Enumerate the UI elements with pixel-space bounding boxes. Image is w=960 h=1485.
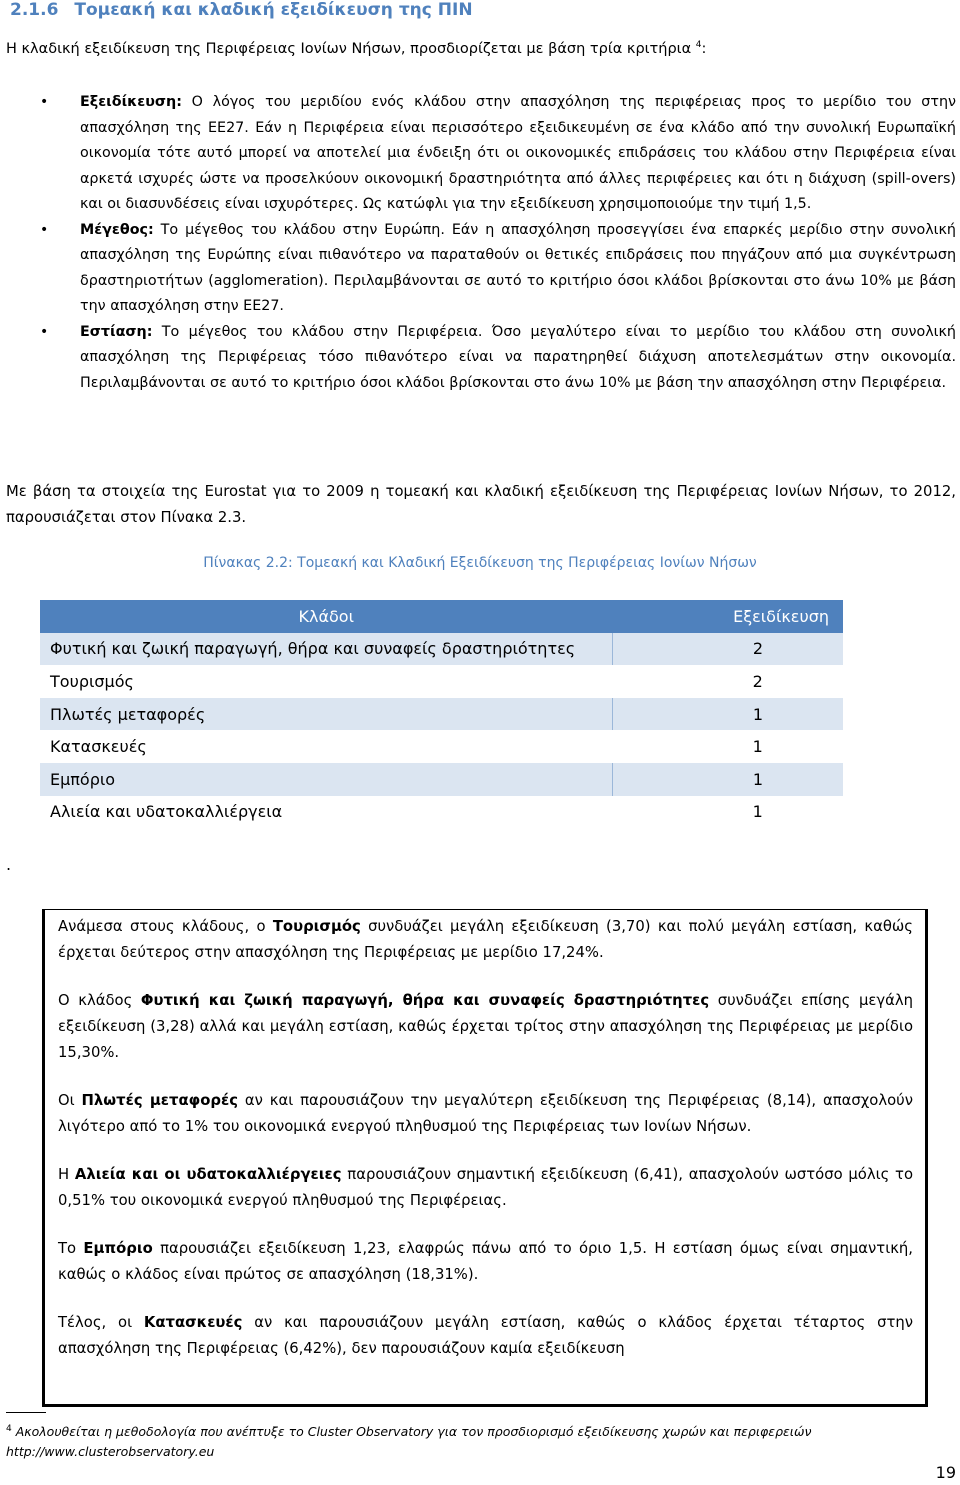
section-heading [10,0,473,20]
commentary-paragraph [58,1162,913,1214]
specialization-cell: 1 [752,802,763,822]
highlight-term: Φυτική και ζωική παραγωγή, θήρα και συναφείς δραστηριότητες [140,992,710,1009]
table-row [40,763,843,796]
body-paragraph: Με βάση τα στοιχεία της Eurostat για το 2009 η τομεακή και κλαδική εξειδίκευση της Περιφέρειας Ιονίων Νήσων, το 2012, παρουσιάζεται στον Πίνακα 2.3. [6,483,956,526]
criterion-text: Ο λόγος του μεριδίου ενός κλάδου στην απασχόληση της περιφέρειας προς το μερίδιο του στην απασχόληση της ΕΕ27. Εάν η Περιφέρεια είναι περισσότερο εξειδικευμένη σε ένα κλάδο από την συνολική Ευρωπαϊκή οικονομία τότε αυτό μπορεί να αποτελεί μια ένδειξη ότι οι οικονομικές επιδράσεις του κλάδου στην Περιφέρεια είναι αρκετά ισχυρές ώστε να προσελκύουν οικονομική δραστηριότητα από άλλες περιφέρειες και ότι η διάχυση (spill-overs) και οι διασυνδέσεις είναι ισχυρότερες. Ως κατώφλι για την εξειδίκευση χρησιμοποιούμε την τιμή 1,5. [80,94,956,212]
table-header-row [40,600,843,633]
page-number: 19 [935,1463,956,1482]
footnote [6,1419,956,1462]
bullet-icon: • [40,221,49,238]
intro-text: Η κλαδική εξειδίκευση της Περιφέρειας Ιονίων Νήσων, προσδιορίζεται με βάση τρία κριτήρια [6,40,692,57]
text-run: αν και παρουσιάζουν μεγάλη εστίαση, καθώς ο κλάδος έρχεται τέταρτος στην απασχόληση της Περιφέρειας (6,42%), δεν παρουσιάζουν καμία εξειδίκευση [58,1314,913,1357]
text-run: παρουσιάζει εξειδίκευση 1,23, ελαφρώς πάνω από το όριο 1,5. Η εστίαση όμως είναι σημαντική, καθώς ο κλάδος είναι πρώτος σε απασχόληση (18,31%). [58,1240,913,1283]
text-run: αν και παρουσιάζουν την μεγαλύτερη εξειδίκευση της Περιφέρειας (8,14), απασχολούν λιγότερο από το 1% του οικονομικά ενεργού πληθυσμού της Περιφέρειας των Ιονίων Νήσων. [58,1092,913,1135]
footnote-reference[interactable]: 4 [695,40,702,50]
highlight-term: Πλωτές μεταφορές [81,1092,238,1109]
text-run: Το [58,1240,84,1257]
column-header-specialization: Εξειδίκευση [613,600,844,633]
text-run: Τέλος, οι [58,1314,144,1331]
criterion-label: Μέγεθος: [80,221,154,238]
highlight-term: Τουρισμός [272,918,361,935]
commentary-paragraph [58,1088,913,1140]
stray-period: . [6,855,12,874]
specialization-cell: 1 [752,704,764,724]
table-row [40,633,843,666]
text-run: παρουσιάζουν σημαντική εξειδίκευση (6,41), απασχολούν ωστόσο μόλις το 0,51% του οικονομικά ενεργού πληθυσμού της Περιφέρειας. [58,1166,914,1209]
table-row [40,698,843,731]
criteria-list [40,90,956,396]
specialization-cell: 1 [752,769,764,789]
footnote-separator [6,1412,46,1413]
section-title: Τομεακή και κλαδική εξειδίκευση της ΠΙΝ [74,0,473,20]
criterion-label: Εστίαση: [80,323,153,340]
text-run: συνδυάζει μεγάλη εξειδίκευση (3,70) και πολύ μεγάλη εστίαση, καθώς έρχεται δεύτερος στην απασχόληση της Περιφέρειας με μερίδιο 17,24%. [58,918,913,961]
commentary-paragraph [58,988,913,1066]
table-row [40,796,843,829]
branch-cell: Φυτική και ζωική παραγωγή, θήρα και συναφείς δραστηριότητες [40,633,613,666]
branch-cell: Τουρισμός [50,671,134,691]
column-header-branches: Κλάδοι [40,600,613,633]
list-item [40,320,956,397]
bullet-icon: • [40,94,49,110]
intro-suffix: : [701,40,707,57]
branch-cell: Εμπόριο [40,763,613,796]
branch-cell: Πλωτές μεταφορές [40,698,613,731]
specialization-table [40,600,843,828]
text-run: Οι [58,1092,82,1109]
table-row [40,730,843,763]
text-run: Ο κλάδος [58,992,141,1009]
footnote-text: Ακολουθείται η μεθοδολογία που ανέπτυξε το Cluster Observatory για τον προσδιορισμό εξειδίκευσης χωρών και περιφερειών http://www.clusterobservatory.eu [6,1424,812,1460]
table-row [40,665,843,698]
commentary-paragraph [58,1236,913,1288]
criterion-text: Το μέγεθος του κλάδου στην Ευρώπη. Εάν η απασχόληση προσεγγίσει ένα επαρκές μερίδιο στην συνολική απασχόληση της Ευρώπης είναι πιθανότερο να παραταθούν οι θετικές επιδράσεις που πηγάζουν από μια συγκέντρωση δραστηριοτήτων (agglomeration). Περιλαμβάνονται σε αυτό το κριτήριο όσοι κλάδοι βρίσκονται στο άνω 10% με βάση την απασχόληση στην ΕΕ27. [80,221,956,314]
highlight-term: Εμπόριο [83,1240,153,1257]
table-caption: Πίνακας 2.2: Τομεακή και Κλαδική Εξειδίκευση της Περιφέρειας Ιονίων Νήσων [203,555,757,571]
text-run: Η [58,1166,75,1183]
list-item [40,90,956,218]
specialization-cell: 2 [752,671,763,691]
commentary-box [42,909,928,1407]
branch-cell: Αλιεία και υδατοκαλλιέργεια [50,802,283,822]
specialization-cell: 1 [752,737,763,757]
section-number: 2.1.6 [10,0,59,20]
criterion-label: Εξειδίκευση: [80,94,182,110]
footnote-marker: 4 [6,1424,12,1434]
list-item [40,218,956,320]
highlight-term: Αλιεία και οι υδατοκαλλιέργειες [74,1166,342,1183]
branch-cell: Κατασκευές [50,737,147,757]
bullet-icon: • [40,323,49,340]
commentary-paragraph [58,914,913,966]
intro-paragraph [6,40,706,57]
commentary-paragraph [58,1310,913,1362]
highlight-term: Κατασκευές [143,1314,243,1331]
text-run: συνδυάζει επίσης μεγάλη εξειδίκευση (3,28) αλλά και μεγάλη εστίαση, καθώς έρχεται τρίτος στην απασχόληση της Περιφέρειας με μερίδιο 15,30%. [58,992,913,1061]
criterion-text: Το μέγεθος του κλάδου στην Περιφέρεια. Όσο μεγαλύτερο είναι το μερίδιο του κλάδου στη συνολική απασχόληση της Περιφέρειας τόσο πιθανότερο είναι να παρατηρηθεί διάχυση αποτελεσμάτων στην οικονομία. Περιλαμβάνονται σε αυτό το κριτήριο όσοι κλάδοι βρίσκονται στο άνω 10% με βάση την απασχόληση στην Περιφέρεια. [80,323,956,391]
specialization-cell: 2 [752,639,764,659]
text-run: Ανάμεσα στους κλάδους, ο [58,918,273,935]
